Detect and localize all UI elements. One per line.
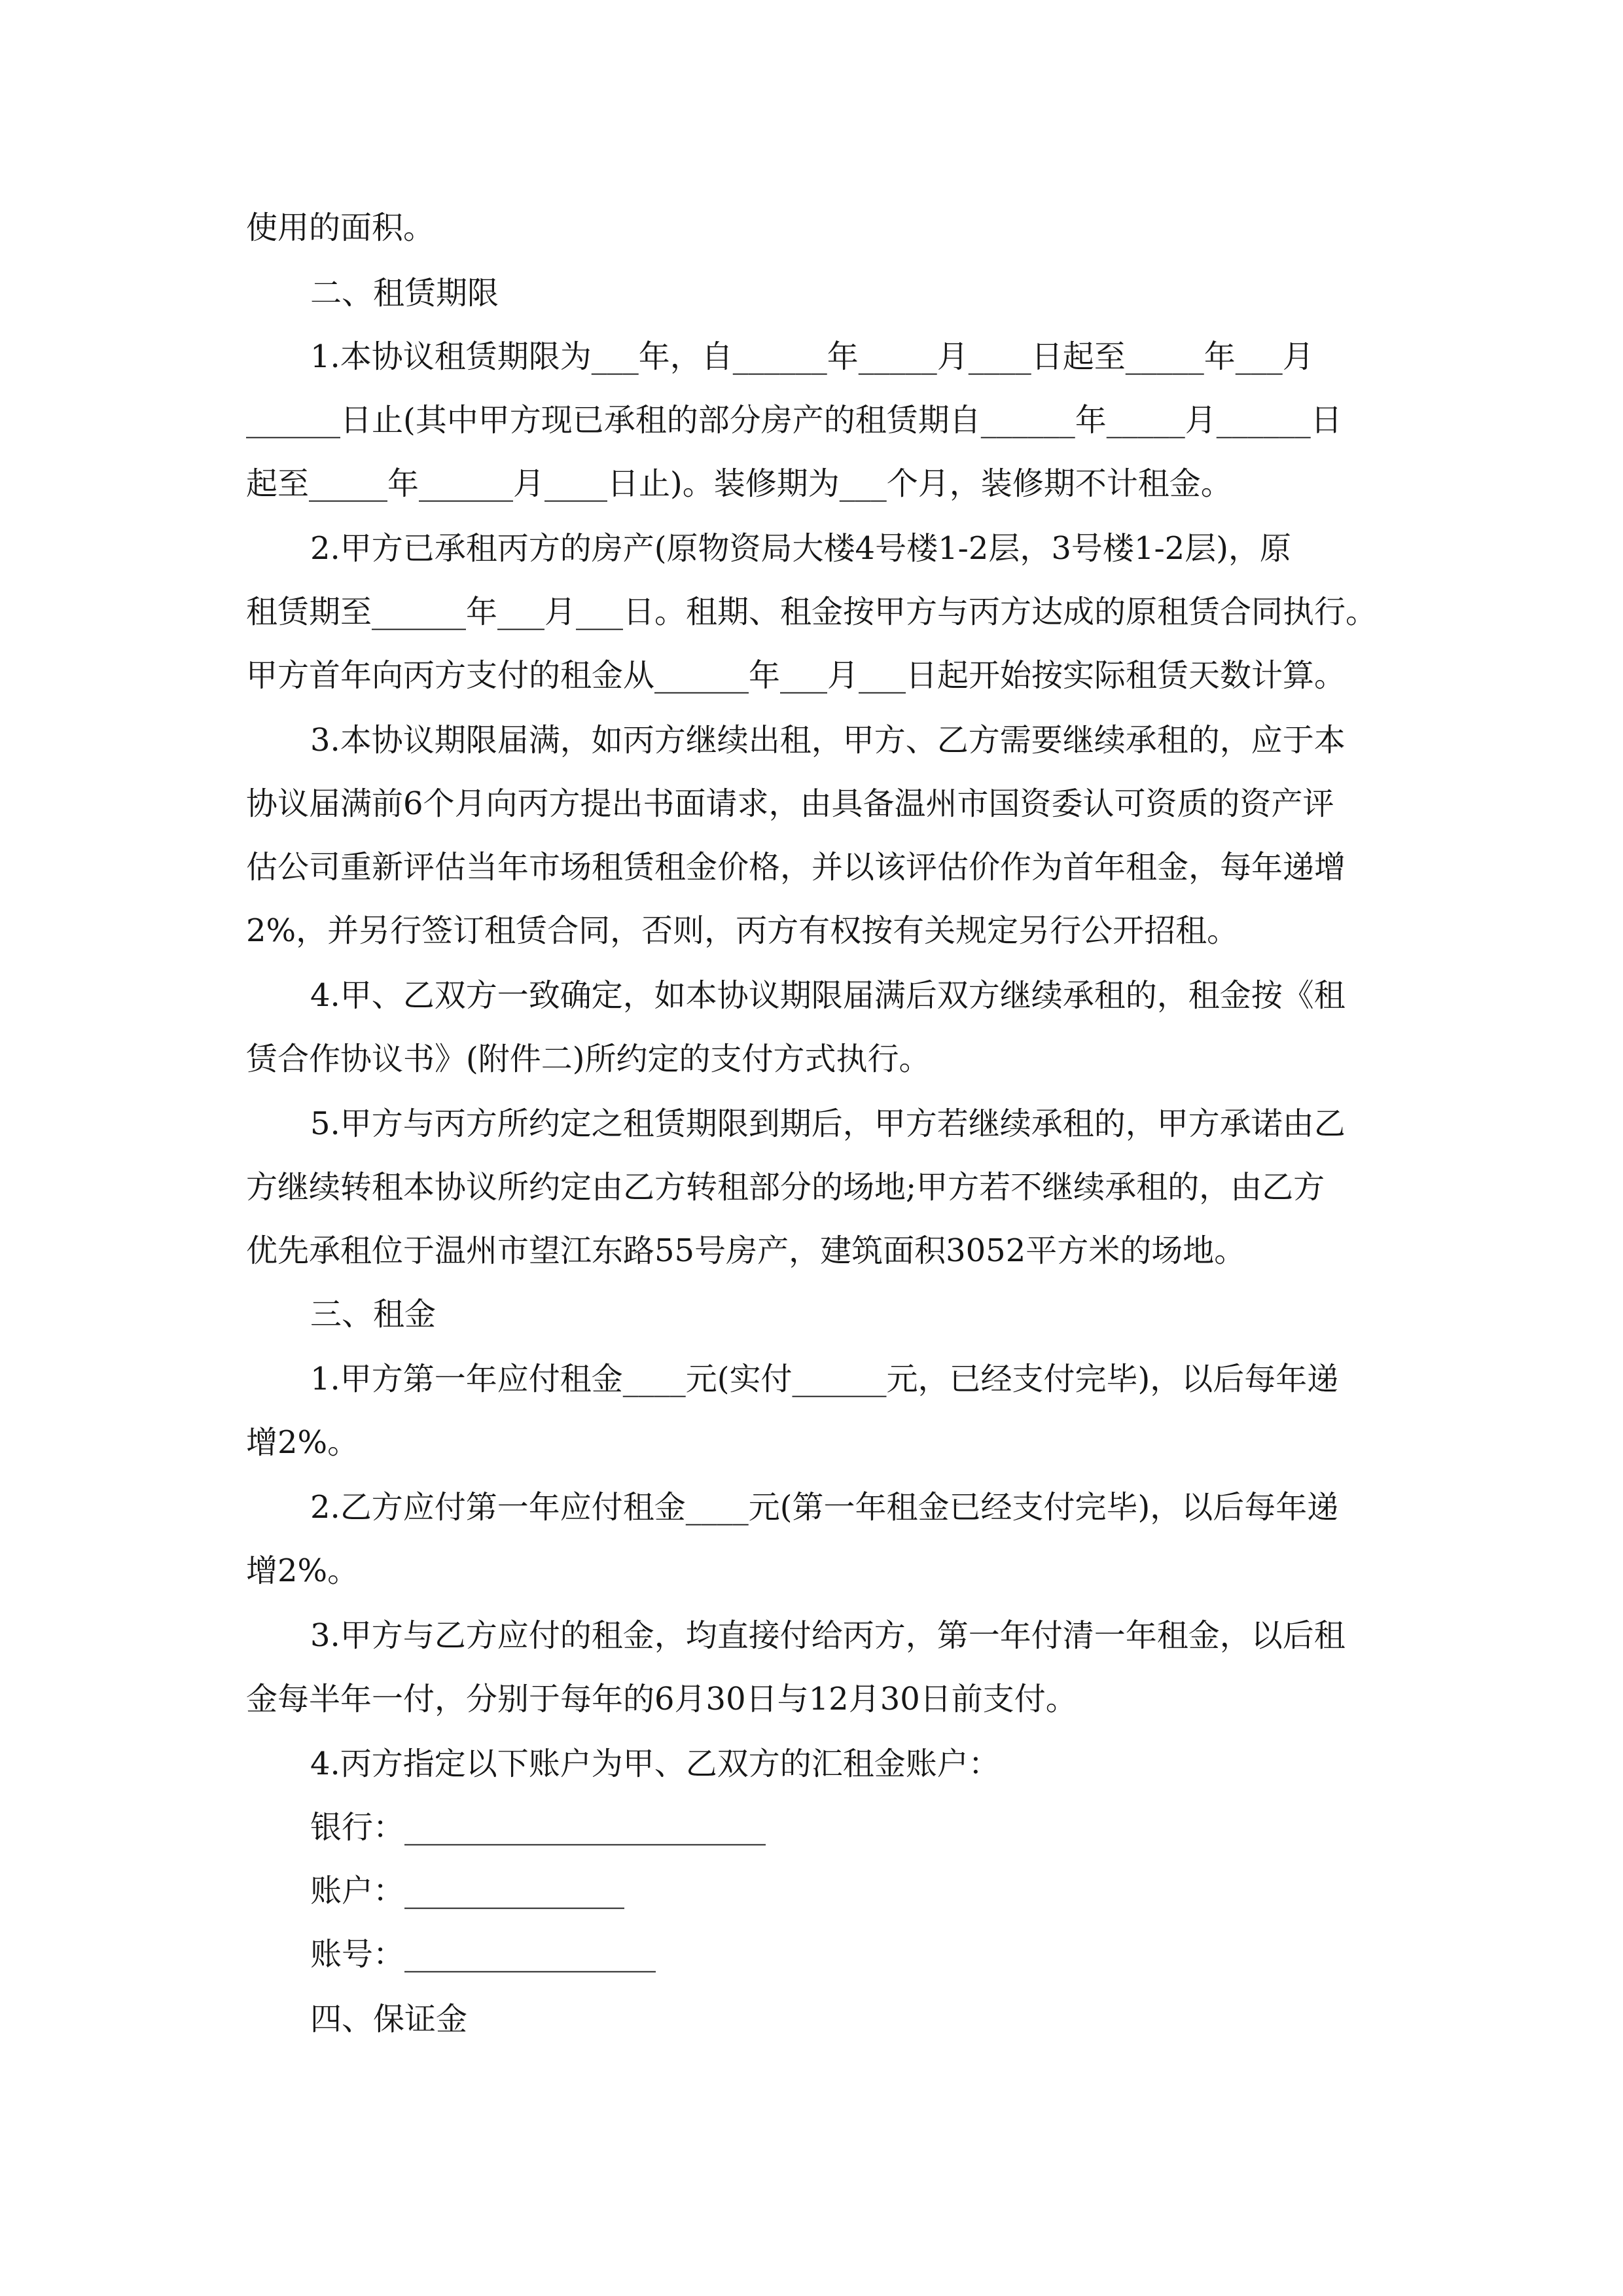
text-line: 2.乙方应付第一年应付租金____元(第一年租金已经支付完毕)，以后每年递 xyxy=(310,1489,1339,1526)
text-line: 增2%。 xyxy=(246,1424,359,1461)
text-line: 使用的面积。 xyxy=(246,209,435,246)
section-heading: 二、租赁期限 xyxy=(310,275,499,312)
text-line: 2.甲方已承租丙方的房产(原物资局大楼4号楼1-2层，3号楼1-2层)，原 xyxy=(310,530,1291,567)
text-line: 甲方首年向丙方支付的租金从______年___月___日起开始按实际租赁天数计算。 xyxy=(246,657,1346,694)
text-line: 租赁期至______年___月___日。租期、租金按甲方与丙方达成的原租赁合同执行。 xyxy=(246,594,1378,630)
text-line: 2%，并另行签订租赁合同，否则，丙方有权按有关规定另行公开招租。 xyxy=(246,912,1239,949)
text-line: 3.本协议期限届满，如丙方继续出租，甲方、乙方需要继续承租的，应于本 xyxy=(310,722,1346,759)
account-name-field: 账户：______________ xyxy=(310,1873,625,1909)
text-line: 4.甲、乙双方一致确定，如本协议期限届满后双方继续承租的，租金按《租 xyxy=(310,977,1346,1014)
text-line: 方继续转租本协议所约定由乙方转租部分的场地;甲方若不继续承租的，由乙方 xyxy=(246,1169,1325,1206)
account-number-field: 账号：________________ xyxy=(310,1936,656,1973)
bank-field: 银行：_______________________ xyxy=(310,1809,766,1846)
section-heading: 三、租金 xyxy=(310,1296,437,1333)
text-line: 优先承租位于温州市望江东路55号房产，建筑面积3052平方米的场地。 xyxy=(246,1232,1246,1269)
text-line: 5.甲方与丙方所约定之租赁期限到期后，甲方若继续承租的，甲方承诺由乙 xyxy=(310,1105,1346,1142)
text-line: 4.丙方指定以下账户为甲、乙双方的汇租金账户： xyxy=(310,1746,1000,1782)
text-line: 估公司重新评估当年市场租赁租金价格，并以该评估价作为首年租金，每年递增 xyxy=(246,849,1346,886)
text-line: 增2%。 xyxy=(246,1552,359,1589)
text-line: 1.本协议租赁期限为___年，自______年_____月____日起至_____年___月 xyxy=(310,338,1314,375)
section-heading: 四、保证金 xyxy=(310,2001,468,2037)
text-line: 赁合作协议书》(附件二)所约定的支付方式执行。 xyxy=(246,1041,931,1077)
text-line: 协议届满前6个月向丙方提出书面请求，由具备温州市国资委认可资质的资产评 xyxy=(246,785,1334,822)
text-line: 金每半年一付，分别于每年的6月30日与12月30日前支付。 xyxy=(246,1681,1077,1717)
text-line: 3.甲方与乙方应付的租金，均直接付给丙方，第一年付清一年租金，以后租 xyxy=(310,1617,1346,1654)
text-line: 起至_____年______月____日止)。装修期为___个月，装修期不计租金。 xyxy=(246,465,1232,502)
text-line: ______日止(其中甲方现已承租的部分房产的租赁期自______年_____月______日 xyxy=(246,402,1342,439)
text-line: 1.甲方第一年应付租金____元(实付______元，已经支付完毕)，以后每年递 xyxy=(310,1361,1339,1397)
